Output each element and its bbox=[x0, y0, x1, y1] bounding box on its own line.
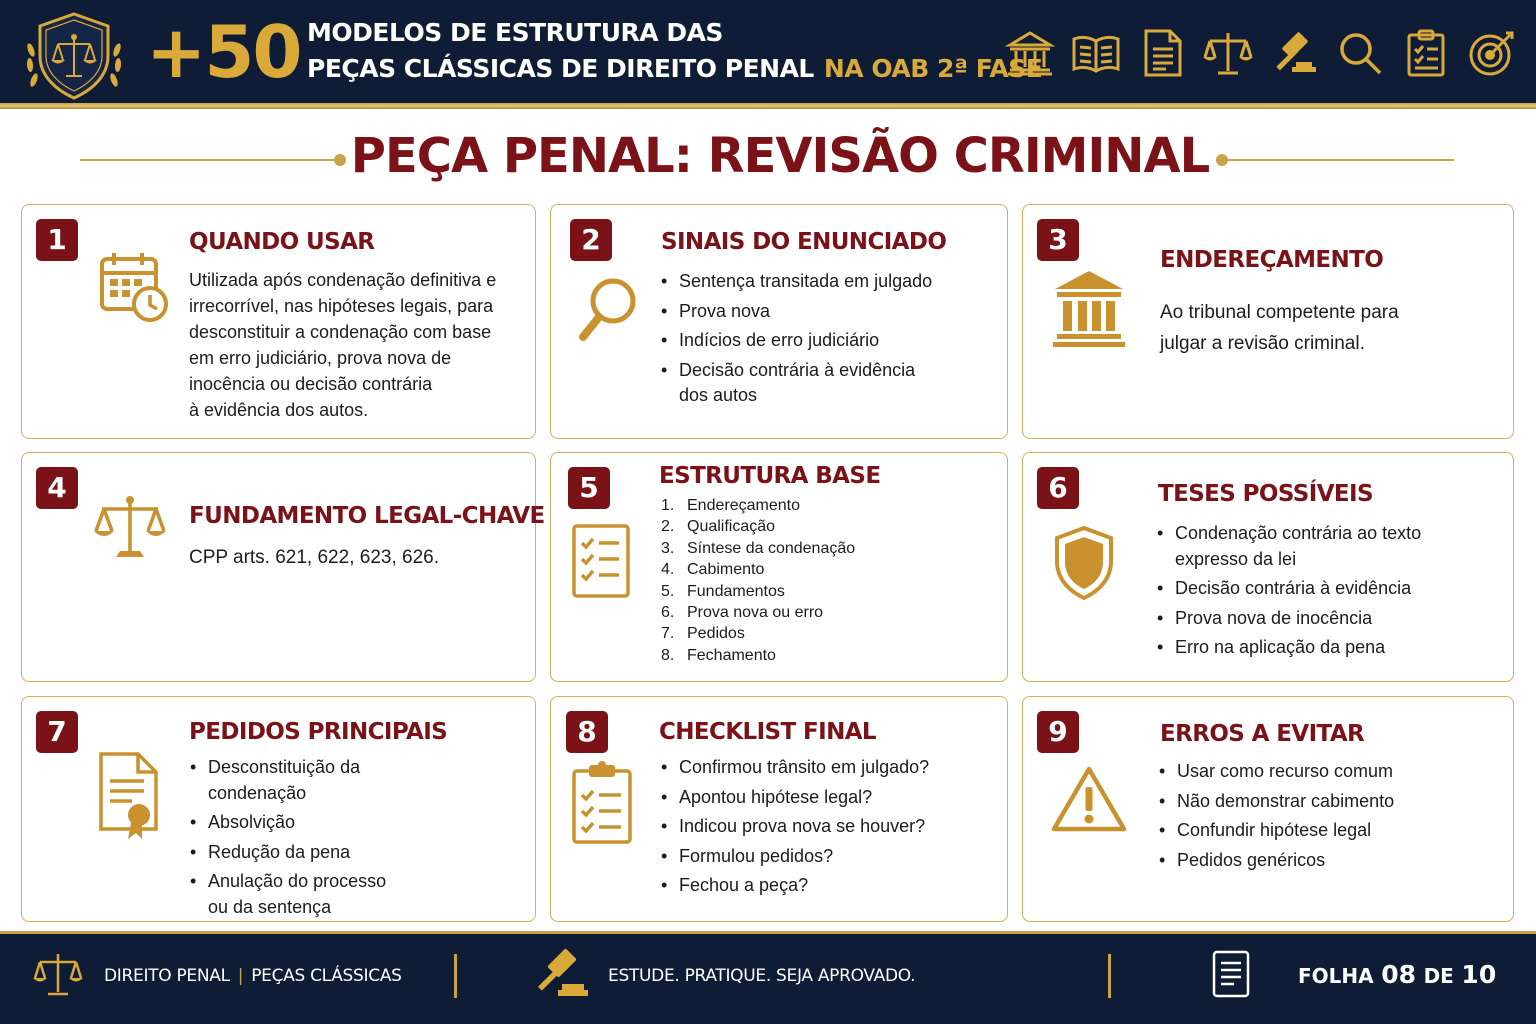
card-body-line: em erro judiciário, prova nova de bbox=[189, 348, 452, 368]
scales-crest-logo-icon bbox=[22, 10, 126, 102]
title-rule-right bbox=[1222, 159, 1454, 161]
card-title: ESTRUTURA BASE bbox=[659, 463, 881, 489]
list-item: • Anulação do processo ou da sentença bbox=[188, 869, 408, 920]
step-number: 4. bbox=[661, 561, 675, 579]
step-label: Endereçamento bbox=[687, 497, 800, 514]
card-pedidos-principais bbox=[21, 696, 536, 922]
step-label: Qualificação bbox=[687, 518, 776, 536]
card-checklist-final bbox=[550, 696, 1008, 922]
list-item: • Indícios de erro judiciário bbox=[659, 328, 999, 354]
header-icon-row bbox=[1004, 24, 1518, 86]
list-item: • Absolvição bbox=[188, 810, 448, 836]
card-body-line: desconstituir a condenação com base bbox=[189, 322, 492, 342]
checklist-icon bbox=[571, 523, 631, 599]
card-quando-usar bbox=[21, 204, 536, 439]
header-title-line2 bbox=[307, 54, 1042, 83]
card-title: QUANDO USAR bbox=[189, 229, 375, 255]
card-number-badge: 2 bbox=[570, 219, 612, 261]
card-title: ERROS A EVITAR bbox=[1160, 721, 1365, 747]
list-item: • Condenação contrária ao texto expresso da lei bbox=[1155, 521, 1425, 572]
list-item bbox=[661, 495, 961, 516]
list-item: • Apontou hipótese legal? bbox=[659, 785, 989, 811]
card-bullet-list bbox=[659, 755, 989, 903]
list-item: • Formulou pedidos? bbox=[659, 844, 989, 870]
card-body-line: julgar a revisão criminal. bbox=[1160, 333, 1365, 354]
step-number: 7. bbox=[661, 625, 675, 643]
card-title: PEDIDOS PRINCIPAIS bbox=[189, 719, 448, 745]
card-estrutura-base bbox=[550, 452, 1008, 682]
page-title: PEÇA PENAL: REVISÃO CRIMINAL bbox=[350, 128, 1210, 184]
calendar-clock-icon bbox=[96, 249, 172, 325]
footer-subject: DIREITO PENAL bbox=[104, 966, 230, 986]
card-title: ENDEREÇAMENTO bbox=[1160, 247, 1384, 273]
magnifier-icon bbox=[1334, 27, 1386, 83]
list-item: • Fechou a peça? bbox=[659, 873, 989, 899]
step-number: 3. bbox=[661, 539, 675, 557]
warning-icon bbox=[1051, 765, 1127, 833]
header-title-highlight: NA OAB 2ª FASE bbox=[823, 54, 1043, 83]
clipboard-icon bbox=[1400, 27, 1452, 83]
title-rule-left bbox=[80, 159, 342, 161]
card-body bbox=[189, 267, 529, 423]
card-sinais-do-enunciado bbox=[550, 204, 1008, 439]
step-number: 8. bbox=[661, 646, 675, 664]
list-item bbox=[661, 559, 961, 580]
scales-icon bbox=[32, 948, 84, 1000]
list-item: • Não demonstrar cabimento bbox=[1157, 789, 1477, 815]
card-body-line: irrecorrível, nas hipóteses legais, para bbox=[189, 296, 494, 316]
sheet-of: DE bbox=[1423, 964, 1454, 988]
footer-slogan: ESTUDE. PRATIQUE. SEJA APROVADO. bbox=[608, 966, 916, 986]
list-item bbox=[661, 602, 961, 623]
card-number-badge: 5 bbox=[568, 467, 610, 509]
list-item: • Decisão contrária à evidência bbox=[1155, 576, 1425, 602]
scales-icon bbox=[1202, 27, 1254, 83]
card-bullet-list bbox=[188, 755, 448, 924]
list-item: • Pedidos genéricos bbox=[1157, 848, 1477, 874]
step-number: 2. bbox=[661, 518, 675, 536]
card-bullet-list bbox=[1157, 759, 1477, 877]
target-icon bbox=[1466, 27, 1518, 83]
card-number-badge: 4 bbox=[36, 467, 78, 509]
sheet-counter bbox=[1298, 960, 1498, 989]
card-step-list bbox=[661, 495, 961, 666]
card-teses-possiveis bbox=[1022, 452, 1514, 682]
footer-separator bbox=[1108, 954, 1111, 998]
card-number-badge: 1 bbox=[36, 219, 78, 261]
card-title: TESES POSSÍVEIS bbox=[1158, 481, 1373, 507]
list-item: • Confirmou trânsito em julgado? bbox=[659, 755, 989, 781]
list-item: • Redução da pena bbox=[188, 840, 448, 866]
list-item: • Prova nova bbox=[659, 299, 999, 325]
card-title: CHECKLIST FINAL bbox=[659, 719, 876, 745]
open-book-icon bbox=[1070, 27, 1122, 83]
card-number-badge: 6 bbox=[1037, 467, 1079, 509]
list-item: • Usar como recurso comum bbox=[1157, 759, 1477, 785]
card-fundamento-legal bbox=[21, 452, 545, 682]
step-number: 6. bbox=[661, 604, 675, 622]
card-bullet-list bbox=[659, 269, 999, 413]
card-number-badge: 8 bbox=[566, 711, 608, 753]
card-title: SINAIS DO ENUNCIADO bbox=[661, 229, 947, 255]
document-icon bbox=[1212, 950, 1250, 998]
list-item: • Desconstituição da condenação bbox=[188, 755, 448, 806]
courthouse-icon bbox=[1051, 269, 1127, 349]
step-label: Pedidos bbox=[687, 625, 745, 643]
footer-category: PEÇAS CLÁSSICAS bbox=[251, 966, 402, 986]
card-number-badge: 7 bbox=[36, 711, 78, 753]
card-body-line: inocência ou decisão contrária bbox=[189, 374, 433, 394]
card-body bbox=[1160, 297, 1490, 359]
list-item: • Prova nova de inocência bbox=[1155, 606, 1425, 632]
sheet-total: 10 bbox=[1461, 960, 1497, 989]
shield-icon bbox=[1053, 525, 1115, 601]
step-label: Cabimento bbox=[687, 561, 765, 579]
list-item: • Confundir hipótese legal bbox=[1157, 818, 1477, 844]
list-item bbox=[661, 516, 961, 537]
card-body: CPP arts. 621, 622, 623, 626. bbox=[189, 547, 439, 568]
header-gold-border bbox=[0, 103, 1536, 109]
certificate-document-icon bbox=[98, 751, 160, 841]
gavel-icon bbox=[532, 946, 592, 1000]
gavel-icon bbox=[1268, 27, 1320, 83]
footer-separator bbox=[454, 954, 457, 998]
card-erros-a-evitar bbox=[1022, 696, 1514, 922]
list-item bbox=[661, 645, 961, 666]
footer-subject-line bbox=[104, 966, 402, 986]
step-label: Fundamentos bbox=[687, 582, 785, 600]
clipboard-checklist-icon bbox=[571, 761, 633, 845]
courthouse-icon bbox=[1004, 27, 1056, 83]
header-count: +50 bbox=[146, 10, 301, 94]
sheet-current: 08 bbox=[1381, 960, 1416, 989]
card-number-badge: 9 bbox=[1037, 711, 1079, 753]
step-number: 5. bbox=[661, 582, 675, 600]
list-item: • Indicou prova nova se houver? bbox=[659, 814, 989, 840]
card-body-line: à evidência dos autos. bbox=[189, 400, 369, 420]
list-item bbox=[661, 581, 961, 602]
magnifier-icon bbox=[577, 275, 641, 345]
card-enderecamento bbox=[1022, 204, 1514, 439]
document-icon bbox=[1136, 27, 1188, 83]
card-title: FUNDAMENTO LEGAL-CHAVE bbox=[189, 503, 545, 529]
step-label: Síntese da condenação bbox=[687, 539, 856, 557]
card-number-badge: 3 bbox=[1037, 219, 1079, 261]
step-label: Fechamento bbox=[687, 646, 776, 664]
card-body-line: Ao tribunal competente para bbox=[1160, 302, 1399, 323]
list-item: • Sentença transitada em julgado bbox=[659, 269, 999, 295]
list-item bbox=[661, 538, 961, 559]
list-item: • Decisão contrária à evidência dos autos bbox=[659, 358, 939, 409]
sheet-label: FOLHA bbox=[1298, 964, 1374, 988]
step-label: Prova nova ou erro bbox=[687, 604, 824, 622]
footer-divider: | bbox=[237, 966, 244, 986]
header-title-line1: MODELOS DE ESTRUTURA DAS bbox=[307, 18, 723, 47]
card-body-line: Utilizada após condenação definitiva e bbox=[189, 270, 497, 290]
step-number: 1. bbox=[661, 497, 675, 514]
list-item: • Erro na aplicação da pena bbox=[1155, 635, 1425, 661]
list-item bbox=[661, 623, 961, 644]
scales-icon bbox=[92, 493, 168, 563]
card-bullet-list bbox=[1155, 521, 1425, 665]
header-title-line2-text: PEÇAS CLÁSSICAS DE DIREITO PENAL bbox=[307, 54, 814, 83]
